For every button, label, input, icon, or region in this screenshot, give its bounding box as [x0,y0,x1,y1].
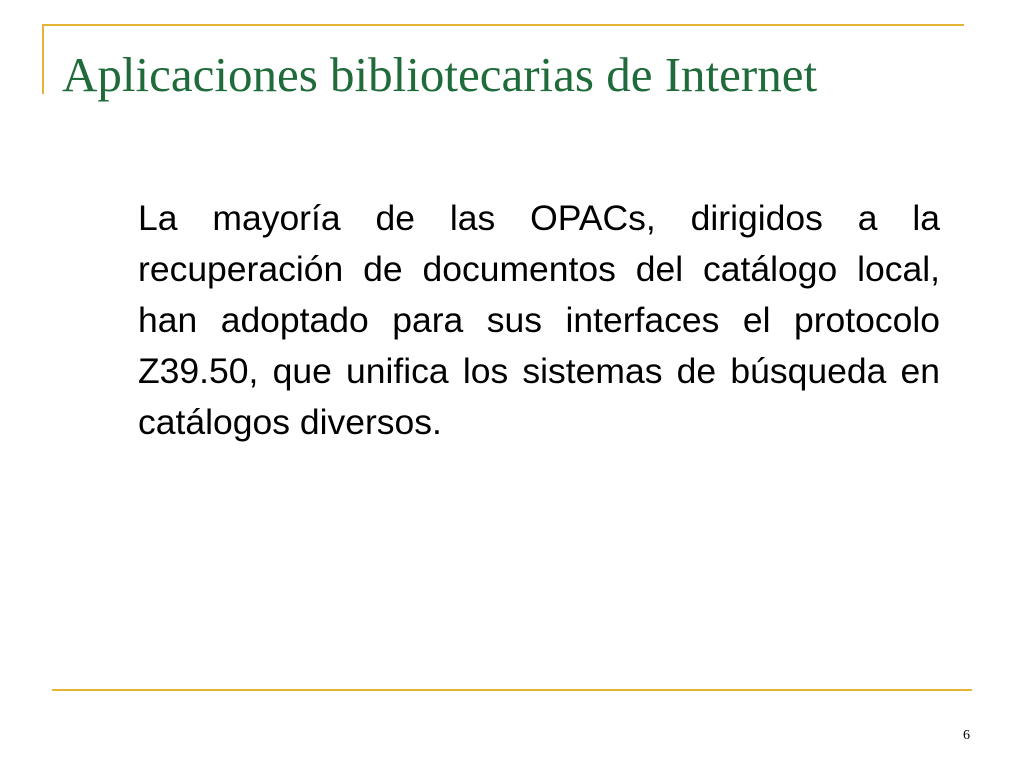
slide-body-text: La mayoría de las OPACs, dirigidos a la recuperación de documentos del catálogo local, han adoptado para sus interfaces el protocolo Z39.50, que unifica los sistemas de búsqueda en catálogos diversos. [138,198,940,442]
bottom-accent-line [52,689,972,691]
left-accent-line [42,24,44,94]
top-accent-line [42,24,964,26]
page-number: 6 [963,728,970,743]
slide-title: Aplicaciones bibliotecarias de Internet [62,47,818,102]
